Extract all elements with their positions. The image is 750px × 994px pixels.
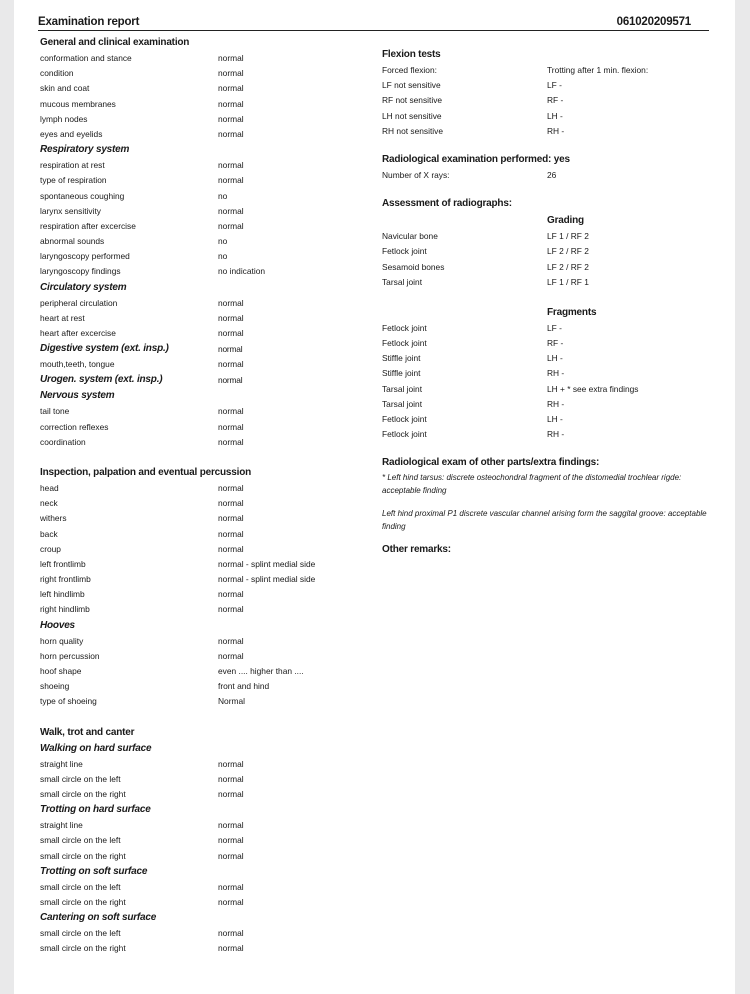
field-value: LH + * see extra findings — [547, 383, 639, 394]
field-value: normal — [218, 896, 244, 907]
field-value: no indication — [218, 266, 266, 277]
spacer — [382, 497, 722, 507]
field-label: LF not sensitive — [382, 80, 441, 91]
field-row — [40, 481, 370, 496]
field-row — [40, 602, 370, 617]
field-label: Tarsal joint — [382, 383, 423, 394]
report-id: 061020209571 — [616, 16, 691, 28]
field-row — [40, 895, 370, 910]
field-row — [382, 109, 722, 124]
spacer — [40, 710, 370, 724]
field-label: horn percussion — [40, 650, 100, 661]
section-gait: Walk, trot and canter — [40, 726, 135, 738]
urogen-value: normal — [218, 375, 243, 386]
field-label: croup — [40, 543, 61, 554]
field-label: heart after excercise — [40, 328, 116, 338]
field-row — [40, 66, 370, 81]
field-row — [40, 435, 370, 450]
field-label: withers — [40, 513, 67, 524]
field-value: LF - — [547, 322, 562, 333]
field-label: Tarsal joint — [382, 398, 423, 409]
field-value: LF 1 / RF 1 — [547, 276, 589, 287]
field-value: normal — [218, 528, 244, 539]
field-label: abnormal sounds — [40, 236, 105, 247]
field-value: normal — [218, 128, 244, 139]
fragment-row — [382, 351, 722, 366]
fragment-row — [382, 321, 722, 336]
field-label: right frontlimb — [40, 574, 91, 585]
field-row — [40, 326, 370, 341]
field-label: neck — [40, 498, 58, 509]
field-label: left frontlimb — [40, 558, 86, 569]
field-label: Navicular bone — [382, 231, 438, 242]
field-label: lymph nodes — [40, 113, 88, 124]
report-header — [38, 15, 709, 31]
field-value: normal — [218, 297, 244, 308]
spacer — [382, 183, 722, 195]
field-label: Stiffle joint — [382, 368, 421, 379]
field-label: eyes and eyelids — [40, 128, 103, 139]
fragment-row — [382, 427, 722, 442]
field-value: no — [218, 190, 228, 201]
field-value: LH - — [547, 414, 563, 424]
field-row — [40, 112, 370, 127]
field-row — [40, 664, 370, 679]
field-value: normal — [218, 68, 244, 79]
field-value: normal — [218, 498, 244, 509]
field-row — [40, 542, 370, 557]
fragment-row — [382, 397, 722, 412]
field-row — [40, 849, 370, 864]
field-value: normal — [218, 758, 244, 769]
field-value: normal — [218, 482, 244, 493]
field-row — [40, 496, 370, 511]
section-circulatory: Circulatory system — [40, 281, 127, 293]
field-label: Sesamoid bones — [382, 261, 445, 272]
field-label: small circle on the left — [40, 773, 121, 784]
field-row — [40, 527, 370, 542]
field-label: straight line — [40, 758, 83, 769]
field-row — [40, 311, 370, 326]
field-value: normal — [218, 406, 244, 417]
section-urogen — [40, 372, 370, 388]
field-label: heart at rest — [40, 312, 85, 323]
field-row — [40, 787, 370, 802]
field-row — [40, 219, 370, 234]
field-row — [40, 818, 370, 833]
subsection-trotting-soft: Trotting on soft surface — [40, 865, 148, 877]
field-label: laryngoscopy findings — [40, 266, 121, 277]
field-label: RF not sensitive — [382, 95, 443, 106]
grading-row — [382, 229, 722, 244]
spacer — [40, 450, 370, 464]
field-label: small circle on the left — [40, 835, 121, 846]
field-value: 26 — [547, 169, 557, 180]
field-label: tail tone — [40, 406, 70, 417]
grading-row — [382, 275, 722, 290]
spacer — [382, 139, 722, 151]
field-label: straight line — [40, 820, 83, 831]
field-row — [40, 511, 370, 526]
field-value: normal — [218, 421, 244, 432]
field-value: normal — [218, 635, 244, 646]
grading-title: Grading — [547, 215, 584, 227]
field-row — [40, 694, 370, 709]
field-row — [40, 880, 370, 895]
field-value: RH - — [547, 398, 565, 409]
field-value: normal — [218, 589, 244, 600]
field-row — [40, 204, 370, 219]
field-value: normal — [218, 943, 244, 954]
field-value: normal — [218, 604, 244, 615]
field-value: normal — [218, 98, 244, 109]
field-label: respiration after excercise — [40, 220, 136, 231]
field-row — [40, 833, 370, 848]
digestive-title: Digestive system (ext. insp.) — [40, 343, 169, 355]
field-value: RH - — [547, 429, 565, 440]
field-value: normal — [218, 312, 244, 323]
field-label: Stiffle joint — [382, 353, 421, 364]
field-label: small circle on the right — [40, 850, 126, 861]
field-value: normal — [218, 788, 244, 799]
field-row — [382, 78, 722, 93]
field-value: normal — [218, 513, 244, 524]
field-label: Number of X rays: — [382, 169, 450, 180]
field-value: no — [218, 236, 228, 247]
field-label: respiration at rest — [40, 160, 105, 171]
field-value: front and hind — [218, 681, 270, 692]
field-label: mouth,teeth, tongue — [40, 359, 115, 370]
field-label: small circle on the right — [40, 896, 126, 907]
field-value: LF 2 / RF 2 — [547, 261, 589, 272]
field-label: Fetlock joint — [382, 246, 427, 257]
right-column — [382, 46, 722, 558]
field-row — [40, 757, 370, 772]
field-row — [40, 189, 370, 204]
field-value: normal — [218, 205, 244, 216]
field-value: normal — [218, 773, 244, 784]
section-flexion: Flexion tests — [382, 49, 441, 60]
field-label: spontaneous coughing — [40, 190, 125, 201]
field-label: coordination — [40, 436, 86, 447]
field-label: type of shoeing — [40, 696, 97, 707]
spacer — [382, 442, 722, 454]
grading-row — [382, 244, 722, 259]
field-row — [40, 557, 370, 572]
field-row — [40, 81, 370, 96]
field-value: RF - — [547, 338, 564, 349]
field-value: Normal — [218, 696, 245, 707]
field-value: even .... higher than .... — [218, 666, 304, 676]
report-title: Examination report — [38, 16, 140, 28]
field-label: condition — [40, 68, 74, 79]
field-value: normal — [218, 328, 244, 338]
field-row — [40, 420, 370, 435]
field-value: normal — [218, 820, 244, 831]
section-other-remarks: Other remarks: — [382, 544, 451, 556]
field-label: Forced flexion: — [382, 65, 437, 75]
field-label: Tarsal joint — [382, 276, 423, 287]
section-extra-findings: Radiological exam of other parts/extra findings: — [382, 457, 600, 469]
field-label: head — [40, 482, 59, 493]
field-row — [40, 572, 370, 587]
field-label: Fetlock joint — [382, 322, 427, 333]
field-value: normal — [218, 359, 244, 370]
field-label: right hindlimb — [40, 604, 90, 615]
field-label: peripheral circulation — [40, 297, 118, 308]
extra-finding-note: Left hind proximal P1 discrete vascular channel arising form the saggital groove: acceptable finding — [382, 509, 707, 532]
field-value: Trotting after 1 min. flexion: — [547, 65, 649, 75]
field-value: normal - splint medial side — [218, 574, 316, 585]
field-row — [40, 173, 370, 188]
field-value: normal — [218, 928, 244, 939]
field-value: LF 1 / RF 2 — [547, 231, 589, 242]
urogen-title: Urogen. system (ext. insp.) — [40, 374, 163, 386]
field-label: small circle on the left — [40, 881, 121, 892]
field-label: correction reflexes — [40, 421, 109, 432]
field-label: horn quality — [40, 635, 84, 646]
fragment-row — [382, 366, 722, 381]
field-value: normal — [218, 175, 244, 186]
field-value: normal — [218, 113, 244, 124]
field-row — [40, 357, 370, 372]
field-row — [40, 51, 370, 66]
field-row — [40, 772, 370, 787]
field-row — [40, 587, 370, 602]
field-value: normal — [218, 160, 244, 171]
field-value: RF - — [547, 95, 564, 106]
field-value: normal — [218, 850, 244, 861]
field-row — [40, 127, 370, 142]
section-hooves: Hooves — [40, 619, 75, 631]
field-row — [40, 234, 370, 249]
section-general: General and clinical examination — [40, 37, 190, 48]
field-label: conformation and stance — [40, 53, 132, 63]
field-label: shoeing — [40, 681, 70, 692]
field-label: mucous membranes — [40, 98, 116, 109]
fragment-row — [382, 382, 722, 397]
fragment-row — [382, 412, 722, 427]
spacer — [382, 533, 722, 541]
field-label: Fetlock joint — [382, 429, 427, 440]
report-page — [14, 0, 735, 994]
section-respiratory: Respiratory system — [40, 144, 130, 156]
field-row — [40, 926, 370, 941]
section-nervous: Nervous system — [40, 390, 115, 402]
section-assessment: Assessment of radiographs: — [382, 198, 512, 210]
spacer — [382, 290, 722, 304]
field-value: LF - — [547, 80, 562, 91]
field-label: Fetlock joint — [382, 414, 427, 424]
field-value: normal — [218, 53, 244, 63]
field-row — [40, 649, 370, 664]
fragments-title: Fragments — [547, 306, 597, 318]
field-label: small circle on the left — [40, 928, 121, 939]
field-row — [40, 296, 370, 311]
field-value: normal — [218, 835, 244, 846]
field-row — [382, 63, 722, 78]
field-row — [382, 124, 722, 139]
field-row — [40, 249, 370, 264]
field-value: LF 2 / RF 2 — [547, 246, 589, 257]
field-row — [40, 679, 370, 694]
subsection-trotting-hard: Trotting on hard surface — [40, 804, 151, 816]
field-row — [40, 634, 370, 649]
field-value: LH - — [547, 353, 563, 364]
field-value: LH - — [547, 110, 563, 121]
field-row — [40, 264, 370, 279]
field-row — [40, 97, 370, 112]
extra-finding-note: * Left hind tarsus: discrete osteochondral fragment of the distomedial trochlear rigde: acceptable finding — [382, 473, 682, 496]
field-row — [40, 158, 370, 173]
field-label: small circle on the right — [40, 788, 126, 799]
field-label: Fetlock joint — [382, 338, 427, 349]
digestive-value: normal — [218, 344, 243, 355]
field-value: normal — [218, 83, 244, 94]
section-digestive — [40, 341, 370, 357]
field-value: normal — [218, 650, 244, 661]
field-row — [382, 168, 722, 183]
field-value: RH - — [547, 368, 565, 379]
section-inspection: Inspection, palpation and eventual percussion — [40, 466, 252, 478]
field-label: laryngoscopy performed — [40, 251, 130, 262]
field-label: LH not sensitive — [382, 110, 442, 121]
field-label: left hindlimb — [40, 589, 85, 600]
subsection-walking-hard: Walking on hard surface — [40, 742, 152, 754]
field-row — [40, 404, 370, 419]
field-label: back — [40, 528, 58, 539]
field-label: skin and coat — [40, 83, 90, 94]
subsection-cantering-soft: Cantering on soft surface — [40, 912, 157, 924]
field-label: RH not sensitive — [382, 125, 443, 136]
fragment-row — [382, 336, 722, 351]
section-radiological: Radiological examination performed: yes — [382, 153, 570, 165]
grading-row — [382, 260, 722, 275]
field-label: small circle on the right — [40, 943, 126, 954]
left-column — [40, 34, 370, 956]
field-label: hoof shape — [40, 666, 82, 676]
field-row — [40, 941, 370, 956]
field-label: type of respiration — [40, 175, 107, 186]
field-row — [382, 93, 722, 108]
field-value: no — [218, 251, 228, 262]
field-value: normal — [218, 881, 244, 892]
field-value: RH - — [547, 125, 565, 136]
field-value: normal — [218, 220, 244, 231]
field-value: normal — [218, 543, 244, 554]
field-value: normal — [218, 436, 244, 447]
field-label: larynx sensitivity — [40, 205, 101, 216]
field-value: normal - splint medial side — [218, 558, 316, 569]
